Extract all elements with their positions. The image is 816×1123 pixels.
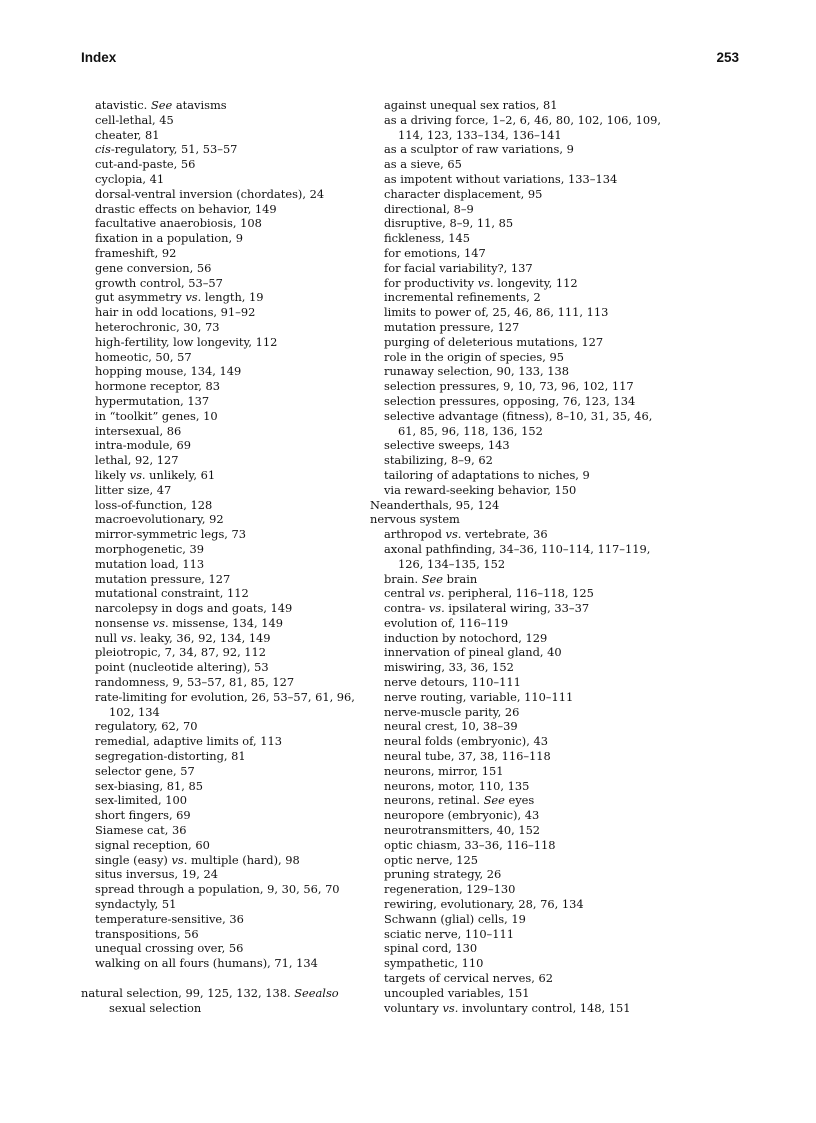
index-subentry: sex-biasing, 81, 85 [95,778,203,793]
index-subentry: hopping mouse, 134, 149 [95,364,242,379]
index-subentry: randomness, 9, 53–57, 81, 85, 127 [95,675,295,690]
index-subentry: uncoupled variables, 151 [384,985,530,1000]
index-subentry: spread through a population, 9, 30, 56, 70 [95,882,340,897]
index-subentry: sympathetic, 110 [384,956,484,971]
index-subentry: neurons, motor, 110, 135 [384,778,530,793]
index-subentry: limits to power of, 25, 46, 86, 111, 113 [384,305,609,320]
index-subentry: nerve-muscle parity, 26 [384,704,520,719]
index-subentry: disruptive, 8–9, 11, 85 [384,216,514,231]
index-subentry: transpositions, 56 [95,926,199,941]
index-subentry: nerve routing, variable, 110–111 [384,689,574,704]
index-subentry: mirror-symmetric legs, 73 [95,527,247,542]
index-subentry: hair in odd locations, 91–92 [95,305,256,320]
index-subentry: miswiring, 33, 36, 152 [384,660,514,675]
index-subentry: segregation-distorting, 81 [95,749,246,764]
index-subentry: syndactyly, 51 [95,897,177,912]
index-subentry: sex-limited, 100 [95,793,187,808]
index-subentry: intersexual, 86 [95,423,182,438]
index-subentry: remedial, adaptive limits of, 113 [95,734,282,749]
entry-spacer [81,971,356,986]
index-subentry: lethal, 92, 127 [95,453,179,468]
index-subentry: mutation pressure, 127 [95,571,231,586]
running-header [81,50,739,70]
index-subentry: loss-of-function, 128 [95,497,213,512]
index-subentry: as a driving force, 1–2, 6, 46, 80, 102, 106, 109, [384,112,661,127]
index-subentry: for productivity vs. longevity, 112 [384,275,578,290]
index-subentry: dorsal-ventral inversion (chordates), 24 [95,186,325,201]
index-entry-continuation: 102, 134 [109,704,160,719]
index-subentry: drastic effects on behavior, 149 [95,201,277,216]
index-entry-continuation: 61, 85, 96, 118, 136, 152 [398,423,543,438]
index-subentry: neuropore (embryonic), 43 [384,808,540,823]
index-subentry: axonal pathfinding, 34–36, 110–114, 117–119, [384,541,651,556]
index-subentry: sciatic nerve, 110–111 [384,926,514,941]
index-subentry: short fingers, 69 [95,808,191,823]
index-main-entry: natural selection, 99, 125, 132, 138. Seealso [81,985,339,1000]
index-subentry: as impotent without variations, 133–134 [384,171,618,186]
index-subentry: neural tube, 37, 38, 116–118 [384,749,551,764]
index-subentry: gene conversion, 56 [95,260,212,275]
index-subentry: point (nucleotide altering), 53 [95,660,269,675]
index-subentry: pleiotropic, 7, 34, 87, 92, 112 [95,645,267,660]
index-subentry: Siamese cat, 36 [95,823,187,838]
index-subentry: via reward-seeking behavior, 150 [384,482,577,497]
index-subentry: signal reception, 60 [95,837,210,852]
index-subentry: facultative anaerobiosis, 108 [95,216,262,231]
index-subentry: as a sculptor of raw variations, 9 [384,142,574,157]
index-subentry: in “toolkit” genes, 10 [95,408,218,423]
index-subentry: neurons, mirror, 151 [384,763,504,778]
index-subentry: neurotransmitters, 40, 152 [384,823,541,838]
index-column-left [81,98,356,1015]
index-subentry: against unequal sex ratios, 81 [384,98,558,112]
index-subentry: regeneration, 129–130 [384,882,516,897]
index-subentry: role in the origin of species, 95 [384,349,564,364]
index-subentry: atavistic. See atavisms [95,98,227,112]
index-subentry: high-fertility, low longevity, 112 [95,334,278,349]
index-subentry: purging of deleterious mutations, 127 [384,334,604,349]
index-subentry: single (easy) vs. multiple (hard), 98 [95,852,300,867]
index-subentry: intra-module, 69 [95,438,192,453]
index-subentry: homeotic, 50, 57 [95,349,192,364]
index-subentry: temperature-sensitive, 36 [95,911,244,926]
index-subentry: spinal cord, 130 [384,941,478,956]
index-subentry: selector gene, 57 [95,763,195,778]
index-subentry: cell-lethal, 45 [95,112,174,127]
index-subentry: arthropod vs. vertebrate, 36 [384,527,548,542]
index-main-entry: Neanderthals, 95, 124 [370,497,500,512]
index-subentry: selection pressures, 9, 10, 73, 96, 102, 117 [384,379,634,394]
index-subentry: regulatory, 62, 70 [95,719,198,734]
index-subentry: character displacement, 95 [384,186,543,201]
index-subentry: optic nerve, 125 [384,852,479,867]
index-subentry: voluntary vs. involuntary control, 148, 151 [384,1000,631,1015]
index-subentry: for facial variability?, 137 [384,260,533,275]
index-subentry: fickleness, 145 [384,231,471,246]
index-subentry: neural folds (embryonic), 43 [384,734,548,749]
index-subentry: litter size, 47 [95,482,172,497]
index-subentry: cheater, 81 [95,127,160,142]
index-entry-continuation: 126, 134–135, 152 [398,556,506,571]
index-subentry: directional, 8–9 [384,201,474,216]
index-subentry: evolution of, 116–119 [384,615,509,630]
index-subentry: Schwann (glial) cells, 19 [384,911,526,926]
index-subentry: contra- vs. ipsilateral wiring, 33–37 [384,601,590,616]
index-subentry: nonsense vs. missense, 134, 149 [95,615,283,630]
index-subentry: cut-and-paste, 56 [95,157,196,172]
index-subentry: runaway selection, 90, 133, 138 [384,364,569,379]
index-subentry: macroevolutionary, 92 [95,512,224,527]
index-subentry: induction by notochord, 129 [384,630,548,645]
index-subentry: growth control, 53–57 [95,275,223,290]
index-subentry: mutation load, 113 [95,556,205,571]
index-subentry: neurons, retinal. See eyes [384,793,535,808]
index-subentry: unequal crossing over, 56 [95,941,244,956]
index-subentry: gut asymmetry vs. length, 19 [95,290,264,305]
index-subentry: situs inversus, 19, 24 [95,867,218,882]
index-subentry: targets of cervical nerves, 62 [384,971,553,986]
index-subentry: cyclopia, 41 [95,171,165,186]
index-subentry: for emotions, 147 [384,245,486,260]
index-subentry: walking on all fours (humans), 71, 134 [95,956,318,971]
index-entry-continuation: 114, 123, 133–134, 136–141 [398,127,562,142]
index-subentry: morphogenetic, 39 [95,541,205,556]
index-subentry: central vs. peripheral, 116–118, 125 [384,586,594,601]
page-number: 253 [716,50,739,65]
index-subentry: mutation pressure, 127 [384,319,520,334]
index-subentry: as a sieve, 65 [384,157,462,172]
index-subentry: stabilizing, 8–9, 62 [384,453,493,468]
index-subentry: nerve detours, 110–111 [384,675,521,690]
index-subentry: selection pressures, opposing, 76, 123, 134 [384,393,636,408]
index-subentry: rewiring, evolutionary, 28, 76, 134 [384,897,584,912]
index-entry-continuation: sexual selection [109,1000,202,1015]
index-subentry: pruning strategy, 26 [384,867,502,882]
index-subentry: hormone receptor, 83 [95,379,220,394]
index-main-entry: nervous system [370,512,460,527]
index-subentry: incremental refinements, 2 [384,290,541,305]
index-subentry: brain. See brain [384,571,478,586]
index-subentry: fixation in a population, 9 [95,231,243,246]
index-subentry: frameshift, 92 [95,245,177,260]
index-subentry: selective advantage (fitness), 8–10, 31, 35, 46, [384,408,653,423]
index-subentry: narcolepsy in dogs and goats, 149 [95,601,293,616]
index-subentry: rate-limiting for evolution, 26, 53–57, 61, 96, [95,689,355,704]
index-subentry: innervation of pineal gland, 40 [384,645,562,660]
index-subentry: likely vs. unlikely, 61 [95,467,216,482]
index-subentry: tailoring of adaptations to niches, 9 [384,467,590,482]
section-title: Index [81,50,117,65]
index-subentry: cis-regulatory, 51, 53–57 [95,142,238,157]
index-subentry: null vs. leaky, 36, 92, 134, 149 [95,630,271,645]
index-subentry: hypermutation, 137 [95,393,210,408]
index-subentry: heterochronic, 30, 73 [95,319,220,334]
index-subentry: mutational constraint, 112 [95,586,249,601]
index-column-right [370,98,670,1015]
index-subentry: neural crest, 10, 38–39 [384,719,518,734]
index-subentry: optic chiasm, 33–36, 116–118 [384,837,556,852]
index-subentry: selective sweeps, 143 [384,438,510,453]
